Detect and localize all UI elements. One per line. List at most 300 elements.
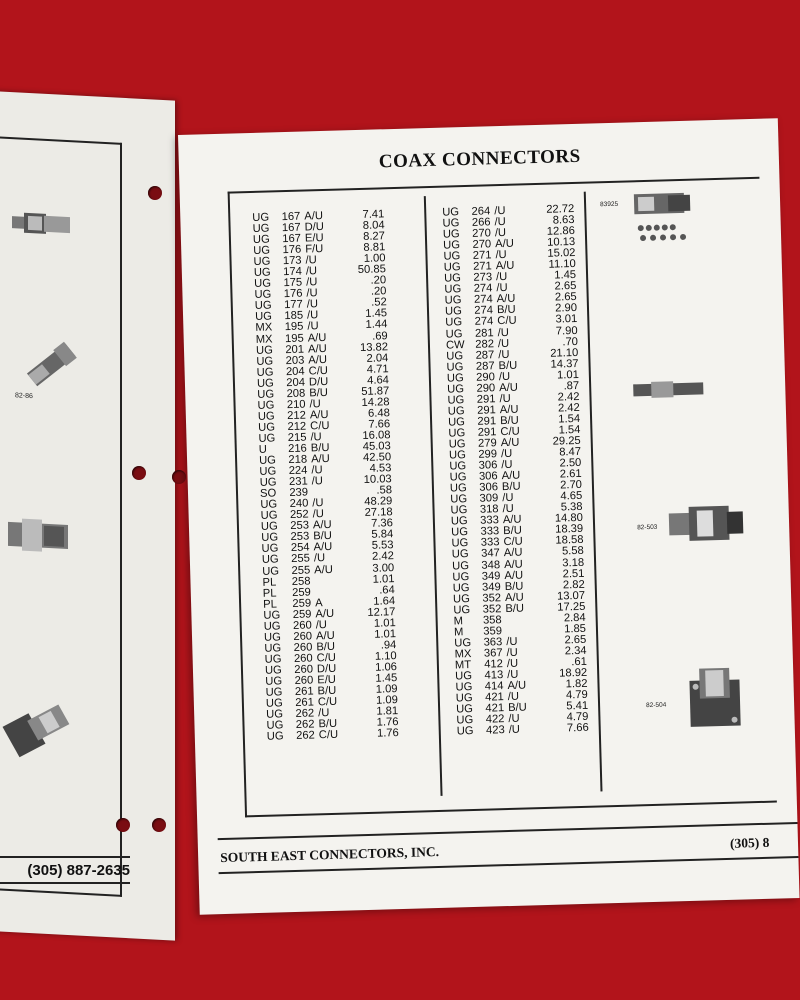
part-prefix: M — [453, 614, 464, 628]
part-number: 291 — [476, 404, 496, 417]
part-suffix: A/U — [309, 408, 329, 422]
part-price: 7.36 — [370, 517, 394, 531]
part-prefix: UG — [447, 382, 465, 396]
part-number: 352 — [482, 602, 502, 616]
part-prefix: MX — [255, 332, 273, 346]
part-price: 1.76 — [376, 727, 399, 740]
bnc-connector-illustration — [12, 202, 72, 245]
parts-column-1 — [252, 209, 417, 743]
part-number: 177 — [283, 298, 303, 312]
part-suffix: /U — [507, 690, 520, 704]
part-prefix: UG — [450, 515, 468, 528]
part-price: 1.45 — [365, 307, 388, 321]
part-price: 10.13 — [546, 236, 576, 249]
part-price: 1.54 — [558, 412, 581, 426]
part-price: 5.58 — [561, 545, 584, 558]
part-suffix: A/U — [503, 558, 523, 571]
part-number: 176 — [282, 243, 302, 257]
part-price: 22.72 — [546, 202, 575, 216]
part-prefix: UG — [260, 498, 278, 512]
part-prefix: UG — [254, 288, 272, 302]
part-prefix: U — [258, 443, 268, 456]
part-prefix: UG — [262, 564, 280, 578]
part-suffix: /U — [306, 298, 319, 311]
part-prefix: UG — [252, 211, 270, 224]
part-prefix: UG — [252, 233, 270, 247]
part-suffix: A — [314, 596, 323, 609]
uhf-connector-illustration — [8, 512, 68, 559]
part-suffix: B/U — [496, 304, 516, 317]
part-price: 4.79 — [566, 710, 589, 724]
part-price: 1.09 — [375, 694, 399, 707]
part-prefix: UG — [455, 692, 473, 705]
part-price: 2.61 — [559, 467, 582, 481]
footer-company-name: SOUTH EAST CONNECTORS, INC. — [219, 843, 440, 866]
part-suffix — [314, 575, 344, 576]
part-number: 259 — [292, 597, 312, 610]
part-prefix: PL — [262, 575, 277, 589]
part-suffix: /U — [502, 491, 514, 505]
part-price: 7.41 — [362, 208, 385, 221]
part-prefix: UG — [261, 531, 279, 545]
part-number: 279 — [477, 437, 497, 450]
part-price: 1.45 — [375, 672, 398, 685]
part-suffix: C/U — [317, 695, 338, 709]
part-number: 423 — [485, 724, 505, 737]
part-number: 259 — [292, 608, 312, 621]
part-number: 262 — [295, 718, 315, 732]
part-price: 12.17 — [367, 605, 396, 619]
part-prefix: UG — [444, 294, 462, 307]
part-prefix: UG — [452, 570, 470, 584]
part-price: 15.02 — [547, 247, 576, 260]
part-prefix: M — [453, 626, 464, 639]
part-prefix: UG — [264, 664, 282, 677]
part-suffix: /U — [310, 431, 322, 444]
part-price: 2.90 — [555, 302, 578, 315]
part-suffix: A/U — [304, 209, 324, 223]
part-number: 358 — [482, 613, 502, 627]
part-prefix: UG — [443, 272, 462, 285]
part-suffix: /U — [508, 723, 521, 737]
part-price: 7.66 — [566, 721, 589, 735]
part-price: 2.42 — [557, 401, 580, 415]
part-price: .87 — [563, 379, 580, 393]
part-price: 10.03 — [363, 473, 392, 487]
part-number: 291 — [476, 393, 496, 406]
part-prefix: UG — [253, 244, 271, 258]
part-suffix: /U — [497, 326, 509, 339]
part-prefix: UG — [445, 327, 463, 341]
part-prefix: UG — [448, 438, 466, 451]
part-price: 1.76 — [376, 716, 399, 729]
part-prefix: UG — [265, 675, 283, 688]
part-suffix: C/U — [316, 651, 337, 665]
part-suffix — [315, 586, 345, 587]
part-price: 1.01 — [374, 627, 397, 641]
part-suffix: B/U — [310, 441, 330, 455]
part-price: 2.34 — [564, 644, 587, 658]
part-number: 414 — [484, 680, 504, 693]
part-number: 216 — [287, 442, 307, 456]
part-number: 290 — [476, 370, 496, 384]
part-price: .20 — [370, 274, 387, 287]
part-prefix: UG — [455, 703, 474, 716]
part-suffix: /U — [306, 309, 319, 322]
part-suffix: A/U — [314, 563, 334, 576]
part-number: 203 — [285, 354, 305, 367]
part-price: 8.47 — [559, 445, 582, 459]
part-prefix: UG — [257, 388, 275, 401]
part-prefix: UG — [264, 642, 282, 655]
part-number: 262 — [295, 729, 315, 743]
part-price: 2.82 — [562, 578, 585, 592]
part-suffix: /U — [506, 635, 518, 648]
part-number: 175 — [283, 276, 303, 290]
part-price: 1.09 — [375, 683, 398, 696]
part-number: 252 — [289, 508, 309, 522]
part-prefix: UG — [265, 686, 283, 699]
binder-hole — [132, 466, 146, 480]
part-prefix: UG — [450, 493, 468, 506]
part-number: 266 — [471, 216, 491, 229]
part-prefix: UG — [456, 714, 474, 727]
part-number: 270 — [472, 238, 492, 251]
part-prefix: UG — [452, 581, 470, 595]
part-suffix: A/U — [502, 513, 522, 527]
part-number: 359 — [483, 624, 503, 638]
part-suffix: B/U — [504, 580, 524, 593]
part-prefix: UG — [261, 542, 279, 556]
part-number: 254 — [290, 541, 310, 555]
part-number: 201 — [285, 343, 305, 356]
part-suffix: /U — [506, 657, 519, 670]
part-number: 231 — [288, 475, 308, 489]
left-phone-rule-top — [0, 856, 130, 858]
part-number: 240 — [289, 497, 309, 511]
part-suffix: /U — [494, 215, 506, 229]
part-prefix: UG — [447, 415, 466, 429]
part-suffix: A/U — [495, 237, 514, 251]
part-prefix: UG — [259, 465, 277, 478]
part-prefix: UG — [448, 449, 466, 462]
part-price: 4.53 — [369, 462, 392, 475]
part-prefix: MT — [454, 658, 472, 672]
part-number: 287 — [475, 359, 495, 373]
part-prefix: UG — [455, 681, 473, 694]
part-price: 3.00 — [372, 561, 395, 575]
part-suffix: A/U — [310, 452, 330, 466]
part-prefix: UG — [258, 432, 276, 445]
part-suffix: A/U — [500, 436, 520, 450]
binder-hole — [152, 818, 166, 832]
part-prefix: UG — [442, 228, 460, 241]
part-price: 7.90 — [555, 324, 578, 338]
part-suffix: C/U — [500, 425, 520, 439]
part-prefix: UG — [442, 206, 460, 219]
part-suffix: B/U — [318, 717, 338, 731]
part-number: 274 — [474, 315, 494, 329]
part-prefix: MX — [454, 647, 472, 661]
part-suffix: /U — [502, 503, 514, 516]
connector-kit-illustration — [628, 186, 710, 248]
part-suffix: C/U — [318, 728, 339, 742]
part-suffix: B/U — [313, 530, 333, 543]
part-price: 29.25 — [552, 434, 581, 448]
part-suffix: /U — [305, 254, 317, 267]
part-price: 5.38 — [560, 501, 583, 514]
part-price: 2.51 — [562, 567, 585, 580]
part-price: 45.03 — [362, 440, 391, 453]
part-prefix: UG — [444, 283, 462, 296]
part-suffix: A/U — [315, 607, 335, 621]
part-price: 42.50 — [362, 451, 392, 464]
part-number: 218 — [288, 453, 308, 467]
part-prefix: MX — [255, 321, 273, 335]
part-prefix: UG — [451, 526, 469, 539]
part-number: 204 — [285, 365, 305, 378]
part-price: 1.45 — [554, 269, 577, 282]
part-number: 352 — [482, 591, 502, 605]
part-suffix: /U — [499, 392, 511, 405]
part-suffix: D/U — [316, 662, 337, 676]
part-price: 2.65 — [554, 291, 577, 304]
part-number: 253 — [290, 519, 310, 533]
part-number: 290 — [476, 381, 496, 395]
part-price: 1.85 — [564, 622, 587, 636]
part-number: 261 — [294, 685, 314, 698]
part-number: 185 — [284, 310, 304, 323]
part-prefix: UG — [264, 653, 282, 666]
part-price: 2.42 — [371, 550, 395, 564]
part-price: .52 — [371, 296, 387, 310]
part-price: 1.06 — [374, 661, 398, 674]
part-suffix: A/U — [315, 629, 335, 643]
part-price: 14.80 — [554, 512, 584, 525]
part-prefix: UG — [266, 708, 284, 721]
part-price: 1.01 — [556, 368, 580, 382]
part-number: 367 — [483, 647, 503, 660]
part-suffix: E/U — [317, 673, 337, 687]
part-suffix: /U — [312, 508, 325, 521]
part-prefix: UG — [446, 360, 464, 374]
part-suffix: /U — [506, 646, 518, 659]
part-prefix: UG — [257, 399, 275, 412]
part-suffix: /U — [494, 226, 507, 240]
part-price: 13.82 — [359, 340, 389, 354]
part-prefix: UG — [256, 377, 274, 390]
part-price: 17.25 — [557, 600, 586, 614]
part-number: 421 — [484, 691, 504, 704]
part-prefix: UG — [449, 460, 467, 473]
part-suffix: /U — [307, 320, 319, 333]
part-number: 287 — [475, 348, 495, 362]
part-price: 12.86 — [546, 225, 576, 238]
part-suffix: D/U — [308, 375, 329, 389]
part-suffix: D/U — [304, 221, 325, 234]
part-price: 2.65 — [554, 280, 577, 293]
part-prefix: UG — [256, 355, 274, 368]
catalog-page — [178, 118, 800, 914]
part-suffix: B/U — [316, 640, 336, 654]
part-price: .20 — [370, 285, 387, 299]
part-number: 333 — [480, 514, 500, 528]
part-suffix: /U — [311, 464, 323, 477]
part-prefix: UG — [455, 669, 473, 683]
part-price: 18.58 — [555, 534, 584, 548]
part-prefix: UG — [447, 393, 465, 407]
part-prefix: UG — [451, 548, 469, 561]
part-price: 6.48 — [367, 407, 391, 420]
part-price: 2.42 — [557, 390, 580, 404]
part-price: 1.01 — [372, 572, 395, 586]
part-suffix: /U — [313, 552, 326, 565]
part-number: 299 — [478, 448, 498, 461]
part-prefix: UG — [263, 631, 282, 644]
part-price: 1.54 — [558, 423, 581, 437]
part-suffix: /U — [315, 618, 328, 632]
part-price: 5.53 — [371, 539, 394, 553]
part-prefix: SO — [259, 487, 277, 501]
part-suffix: A/U — [501, 469, 521, 483]
part-number: 333 — [480, 536, 500, 550]
label-82-86: 82-86 — [15, 392, 33, 401]
part-number: 349 — [481, 569, 501, 583]
part-number: 306 — [478, 470, 498, 483]
part-price: 48.29 — [364, 495, 393, 509]
part-suffix: /U — [494, 204, 506, 218]
binder-hole — [172, 470, 186, 484]
part-number: 258 — [291, 575, 311, 588]
part-suffix: C/U — [310, 419, 330, 433]
part-price: .94 — [380, 638, 397, 652]
figure-label-83925: 83925 — [600, 200, 619, 209]
part-prefix: UG — [450, 504, 468, 517]
part-prefix: UG — [260, 509, 278, 523]
part-price: 2.84 — [563, 611, 586, 625]
part-suffix: B/U — [501, 480, 521, 494]
adapter-illustration — [633, 378, 704, 400]
part-suffix: /U — [508, 712, 520, 726]
part-number: 270 — [472, 227, 492, 240]
part-price: .69 — [371, 329, 388, 343]
part-price: 11.10 — [548, 258, 576, 271]
part-prefix: UG — [258, 454, 277, 467]
part-suffix: A/U — [504, 591, 524, 604]
part-price: 4.71 — [366, 362, 389, 376]
part-suffix: /U — [497, 337, 510, 350]
part-suffix: C/U — [503, 535, 523, 549]
part-suffix: /U — [498, 348, 510, 361]
part-number: 347 — [480, 547, 500, 561]
part-price: 1.44 — [365, 318, 388, 332]
part-prefix: UG — [449, 471, 467, 484]
part-price: 1.10 — [374, 649, 397, 663]
part-number: 281 — [474, 326, 494, 340]
part-suffix: F/U — [305, 243, 324, 256]
part-number: 212 — [287, 409, 307, 422]
part-price: 7.66 — [368, 418, 391, 431]
part-prefix: UG — [256, 366, 274, 379]
part-price: 2.04 — [366, 351, 389, 365]
part-prefix: UG — [260, 520, 278, 534]
part-number: 274 — [474, 304, 494, 318]
left-page — [0, 89, 175, 940]
part-price: 3.01 — [555, 313, 578, 326]
part-number: 260 — [292, 619, 312, 632]
part-price: 2.70 — [559, 479, 583, 492]
part-prefix: UG — [266, 719, 284, 732]
part-number: 210 — [286, 398, 306, 411]
part-price: 21.10 — [550, 346, 579, 360]
part-prefix: UG — [257, 410, 275, 423]
part-number: 349 — [481, 580, 501, 594]
part-number: 253 — [290, 530, 310, 544]
part-suffix: /U — [498, 370, 511, 383]
left-page-phone: (305) 887-2635 — [27, 862, 130, 879]
part-number: 318 — [479, 503, 499, 516]
part-price: 8.81 — [363, 241, 386, 255]
part-price: 50.85 — [357, 263, 387, 277]
part-suffix: A/U — [499, 403, 519, 416]
part-price: 3.18 — [562, 556, 585, 569]
part-prefix: UG — [263, 609, 281, 622]
part-prefix: UG — [453, 603, 471, 617]
part-prefix: UG — [448, 427, 466, 440]
part-number: 167 — [281, 221, 301, 235]
part-prefix: UG — [261, 553, 279, 567]
part-prefix: UG — [255, 344, 273, 357]
part-prefix: UG — [259, 476, 277, 489]
part-number: 306 — [479, 481, 499, 494]
part-price: 13.07 — [556, 589, 586, 603]
part-price: 18.39 — [555, 523, 584, 536]
part-number: 167 — [282, 232, 302, 246]
part-suffix: A/U — [313, 541, 333, 554]
part-price: 4.79 — [565, 688, 588, 702]
part-suffix: A/U — [504, 569, 524, 582]
part-suffix: A/U — [495, 259, 515, 273]
part-suffix: B/U — [507, 701, 527, 715]
part-price: 27.18 — [364, 506, 393, 520]
part-price: 5.84 — [371, 528, 394, 542]
part-number: 271 — [472, 260, 492, 274]
part-price: 1.64 — [373, 594, 396, 608]
part-number: 255 — [291, 552, 311, 566]
part-suffix: /U — [500, 447, 513, 461]
left-phone-rule-bottom — [0, 882, 130, 884]
part-prefix: UG — [443, 250, 461, 263]
part-prefix: UG — [452, 592, 471, 606]
parts-column-2 — [442, 203, 607, 737]
part-number: 291 — [477, 426, 497, 439]
part-number: 412 — [484, 658, 504, 671]
part-prefix: UG — [449, 482, 467, 495]
part-suffix: E/U — [304, 232, 324, 245]
part-price: .58 — [376, 484, 393, 497]
part-price: 1.82 — [565, 677, 588, 691]
part-price: 14.37 — [550, 357, 579, 371]
part-price: 1.01 — [373, 616, 396, 630]
figure-label-82-503: 82-503 — [637, 523, 658, 532]
part-price: 1.00 — [363, 252, 386, 266]
part-price: 8.04 — [362, 219, 385, 232]
part-number: 195 — [284, 332, 304, 345]
part-price: 14.28 — [361, 395, 390, 409]
part-suffix: /U — [306, 276, 318, 289]
part-suffix: B/U — [498, 359, 518, 372]
straight-plug-illustration — [668, 497, 749, 549]
